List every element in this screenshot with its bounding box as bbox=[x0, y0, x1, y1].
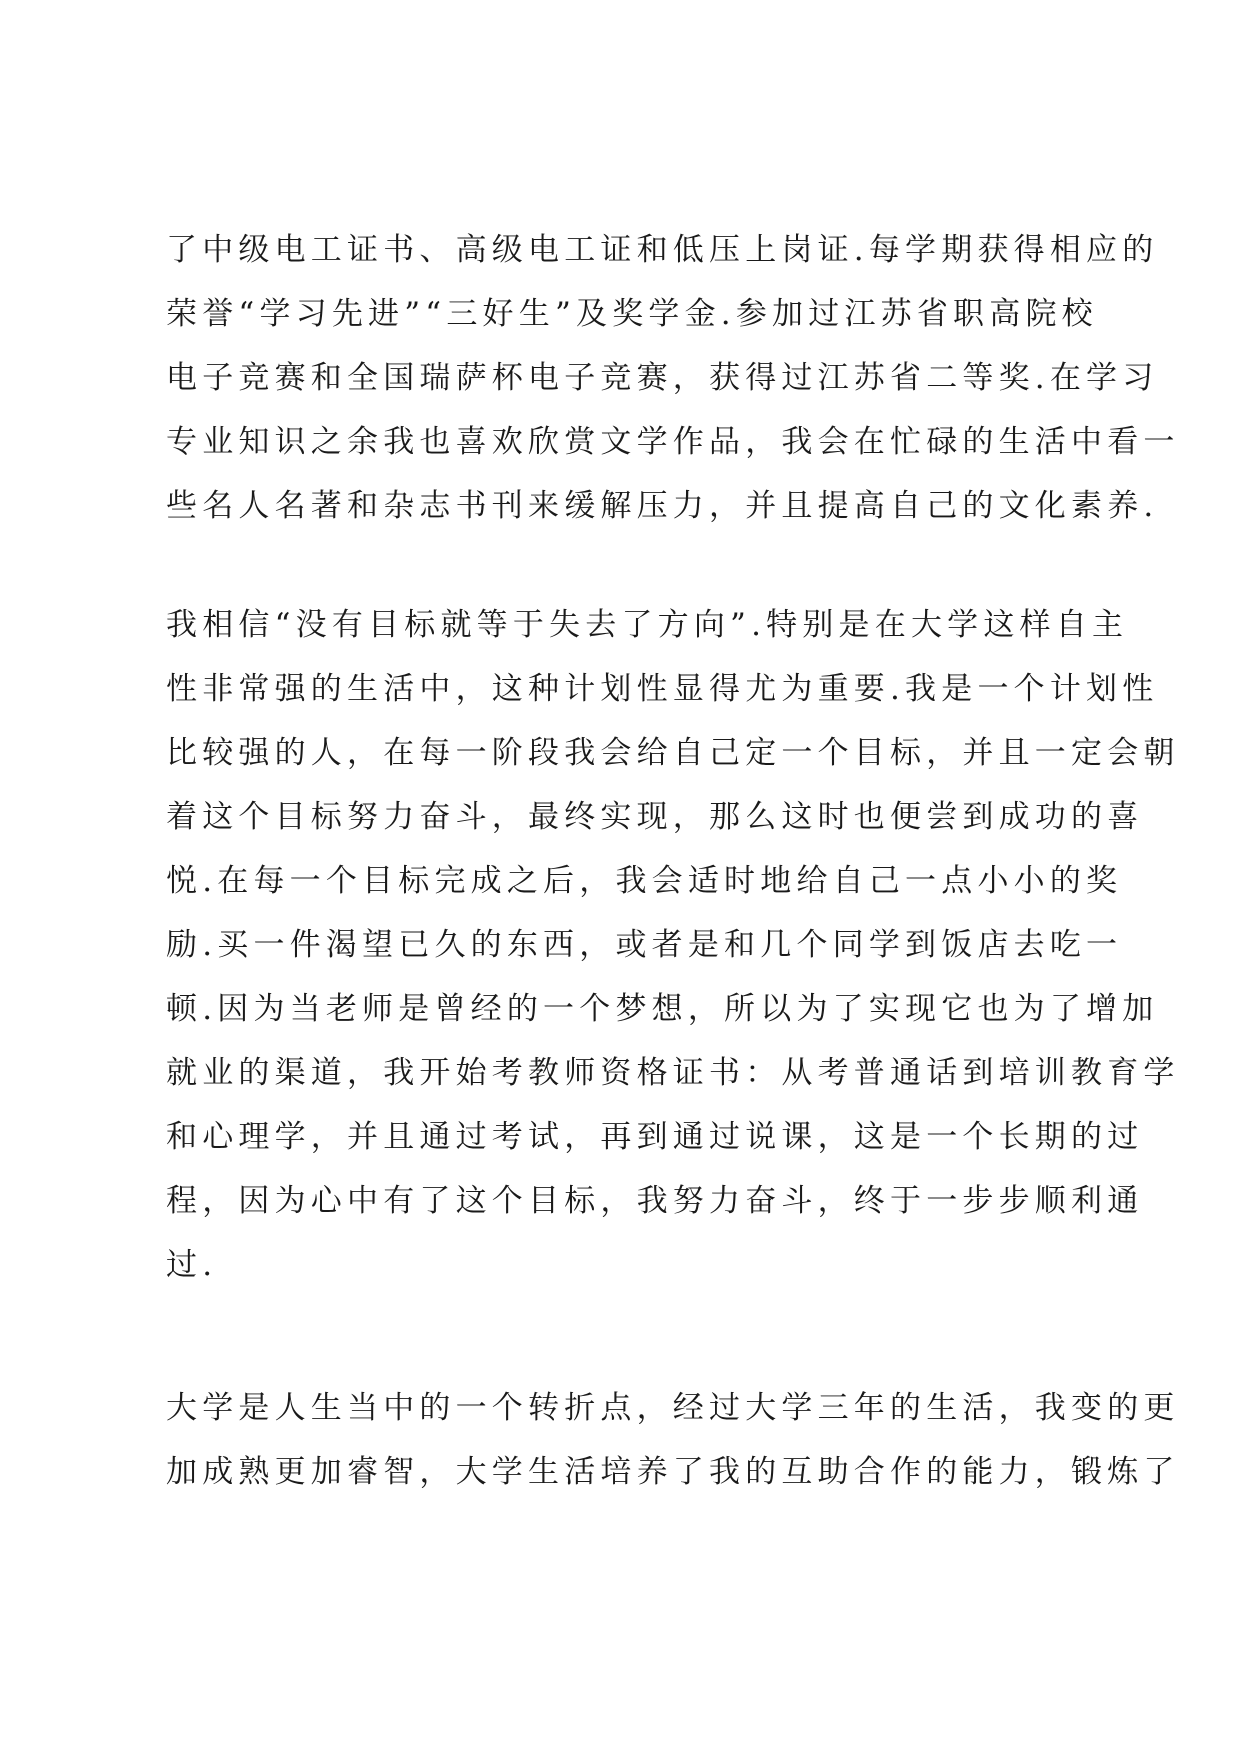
text-line: 过. bbox=[166, 1247, 218, 1283]
text-line: 程，因为心中有了这个目标，我努力奋斗，终于一步步顺利通 bbox=[166, 1183, 1144, 1219]
paragraph-1 bbox=[166, 218, 1180, 538]
text-line: 和心理学，并且通过考试，再到通过说课，这是一个长期的过 bbox=[166, 1119, 1144, 1155]
text-line: 了中级电工证书、高级电工证和低压上岗证.每学期获得相应的 bbox=[166, 232, 1159, 268]
text-line: 大学是人生当中的一个转折点，经过大学三年的生活，我变的更 bbox=[166, 1390, 1180, 1426]
text-line: 电子竞赛和全国瑞萨杯电子竞赛，获得过江苏省二等奖.在学习 bbox=[166, 360, 1159, 396]
text-line: 悦.在每一个目标完成之后，我会适时地给自己一点小小的奖 bbox=[166, 863, 1123, 899]
text-line: 些名人名著和杂志书刊来缓解压力，并且提高自己的文化素养. bbox=[166, 488, 1159, 524]
text-line: 加成熟更加睿智，大学生活培养了我的互助合作的能力，锻炼了 bbox=[166, 1454, 1180, 1490]
text-line: 顿.因为当老师是曾经的一个梦想，所以为了实现它也为了增加 bbox=[166, 991, 1159, 1027]
text-line: 就业的渠道，我开始考教师资格证书：从考普通话到培训教育学 bbox=[166, 1055, 1180, 1091]
text-line: 励.买一件渴望已久的东西，或者是和几个同学到饭店去吃一 bbox=[166, 927, 1123, 963]
paragraph-3 bbox=[166, 1376, 1180, 1504]
text-line: 我相信“没有目标就等于失去了方向”.特别是在大学这样自主 bbox=[166, 607, 1129, 643]
paragraph-2 bbox=[166, 593, 1180, 1297]
text-line: 着这个目标努力奋斗，最终实现，那么这时也便尝到成功的喜 bbox=[166, 799, 1144, 835]
text-line: 比较强的人，在每一阶段我会给自己定一个目标，并且一定会朝 bbox=[166, 735, 1180, 771]
text-line: 性非常强的生活中，这种计划性显得尤为重要.我是一个计划性 bbox=[166, 671, 1159, 707]
text-line: 荣誉“学习先进”“三好生”及奖学金.参加过江苏省职高院校 bbox=[166, 296, 1098, 332]
text-line: 专业知识之余我也喜欢欣赏文学作品，我会在忙碌的生活中看一 bbox=[166, 424, 1180, 460]
